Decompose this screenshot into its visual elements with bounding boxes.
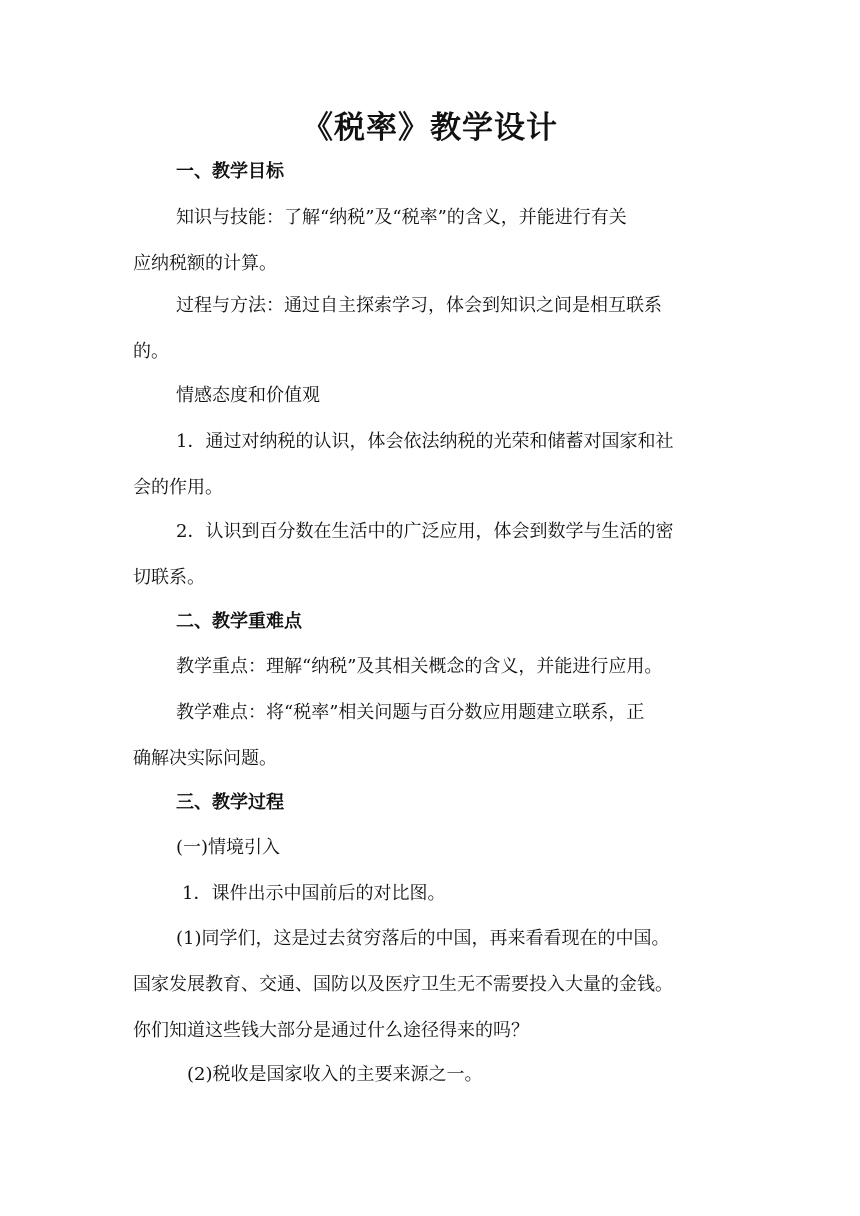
- text-line: 知识与技能：了解“纳税”及“税率”的含义，并能进行有关: [176, 207, 627, 228]
- paragraph-question-2: [133, 1060, 729, 1090]
- paragraph-teaching-focus: [133, 652, 729, 682]
- text-line: 情感态度和价值观: [176, 385, 320, 406]
- text-line: 会的作用。: [133, 477, 223, 498]
- text-line: 1．课件出示中国前后的对比图。: [182, 883, 446, 904]
- text-line: 你们知道这些钱大部分是通过什么途径得来的吗？: [133, 1020, 529, 1041]
- section-heading-objectives: 一、教学目标: [176, 161, 284, 182]
- text-line: 应纳税额的计算。: [133, 253, 277, 274]
- text-line: 国家发展教育、交通、国防以及医疗卫生无不需要投入大量的金钱。: [133, 974, 673, 995]
- text-line: 过程与方法：通过自主探索学习，体会到知识之间是相互联系: [176, 295, 662, 316]
- paragraph-knowledge-skills: [133, 203, 729, 279]
- text-line: 教学重点：理解“纳税”及其相关概念的含义，并能进行应用。: [176, 656, 663, 677]
- text-line: (1)同学们，这是过去贫穷落后的中国，再来看看现在的中国。: [176, 928, 670, 949]
- document-title: 《税率》教学设计: [302, 110, 558, 146]
- text-line: 教学难点：将“税率”相关问题与百分数应用题建立联系，正: [176, 702, 645, 723]
- section-heading-key-points: 二、教学重难点: [176, 611, 302, 632]
- text-line: 1．通过对纳税的认识，体会依法纳税的光荣和储蓄对国家和社: [176, 431, 674, 452]
- paragraph-question-1: [133, 924, 729, 1046]
- paragraph-attitude-label: [133, 381, 729, 411]
- text-line: 2．认识到百分数在生活中的广泛应用，体会到数学与生活的密: [176, 521, 674, 542]
- text-line: (2)税收是国家收入的主要来源之一。: [187, 1064, 483, 1085]
- text-line: (一)情境引入: [176, 837, 281, 858]
- section-heading-process: 三、教学过程: [176, 792, 284, 813]
- paragraph-objective-item-2: [133, 517, 729, 593]
- paragraph-process-method: [133, 291, 729, 367]
- paragraph-objective-item-1: [133, 427, 729, 503]
- text-line: 确解决实际问题。: [133, 748, 277, 769]
- text-line: 的。: [133, 341, 169, 362]
- paragraph-step-1: [133, 879, 729, 909]
- paragraph-teaching-difficulty: [133, 698, 729, 774]
- text-line: 切联系。: [133, 567, 205, 588]
- paragraph-process-subheading: [133, 833, 729, 863]
